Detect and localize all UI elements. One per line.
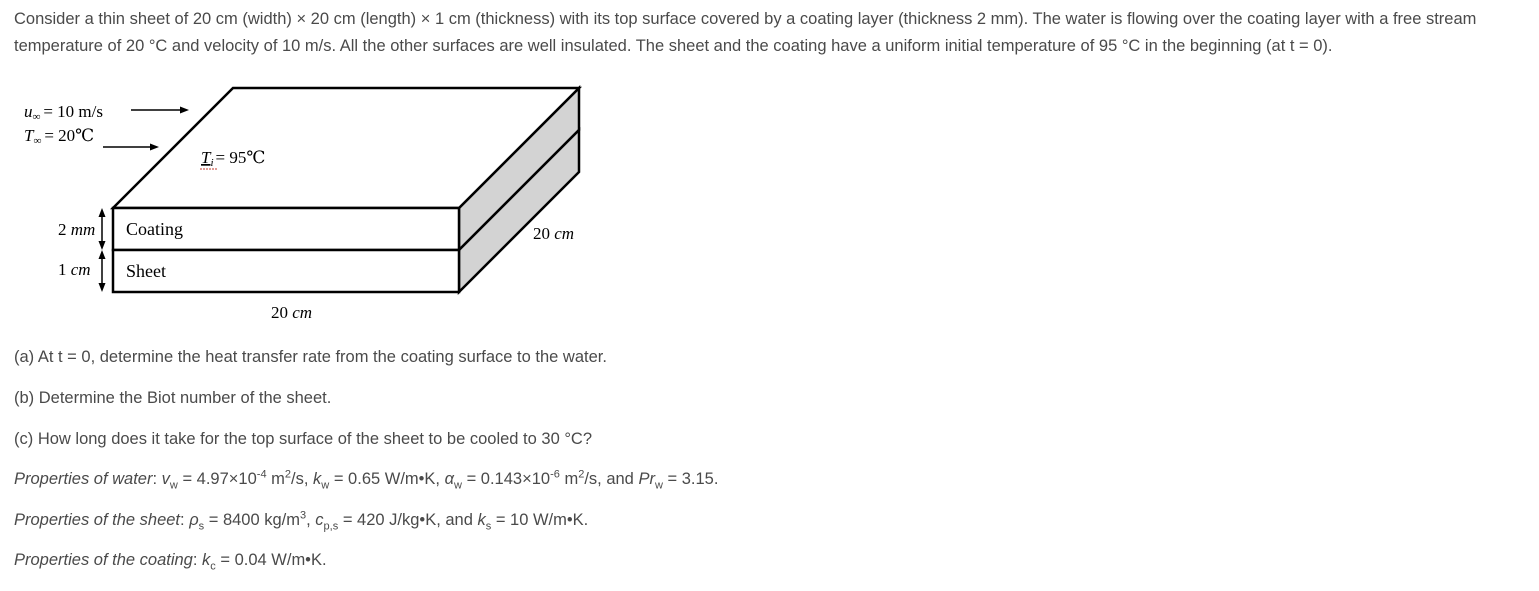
sheet-diagram [0, 80, 620, 330]
flow-arrow-temperature [103, 144, 159, 151]
question-a: (a) At t = 0, determine the heat transfer rate from the coating surface to the water. [14, 348, 607, 366]
coating-label: Coating [126, 219, 183, 239]
depth-dimension-label: 20 cm [533, 224, 575, 243]
question-b: (b) Determine the Biot number of the sheet. [14, 389, 332, 407]
velocity-label: u∞ = 10 m/s [24, 102, 103, 123]
free-stream-temperature-label: T∞ = 20℃ [24, 126, 95, 147]
initial-temperature-label: Ti = 95℃ [201, 148, 266, 169]
flow-arrow-velocity [131, 107, 189, 114]
sheet-label: Sheet [126, 261, 166, 281]
width-dimension-label: 20 cm [271, 303, 313, 322]
sheet-thickness-label: 1 cm [58, 260, 91, 279]
question-c: (c) How long does it take for the top surface of the sheet to be cooled to 30 °C? [14, 430, 593, 448]
coating-properties: Properties of the coating: $k_c = 0.04$ W/m•K. [14, 551, 327, 573]
water-properties: Properties of water: $v_w = 4.97\times 10^{-4}$ $m^2/s$, $k_w = 0.65$ W/m•K, $\alpha_w = 0.143\times 10^{-6}$ $m^2/s$, and $Pr_w = 3.15$. [14, 468, 719, 492]
coating-thickness-arrow [99, 208, 106, 250]
problem-statement: Consider a thin sheet of 20 cm (width) × 20 cm (length) × 1 cm (thickness) with its top surface covered by a coating layer (thickness 2 mm). The water is flowing over the coating layer with a free stream temperature of 20 °C and velocity of 10 m/s. All the other surfaces are well insulated. The sheet and the coating have a uniform initial temperature of 95 °C in the beginning (at t = 0). [14, 10, 1477, 55]
sheet-properties: Properties of the sheet: $\rho_s = 8400$ $kg/m^3$, $c_{p,s} = 420$ J/kg•K, and $k_s = 10$ W/m•K. [14, 509, 589, 533]
sheet-thickness-arrow [99, 250, 106, 292]
coating-thickness-label: 2 mm [58, 220, 96, 239]
